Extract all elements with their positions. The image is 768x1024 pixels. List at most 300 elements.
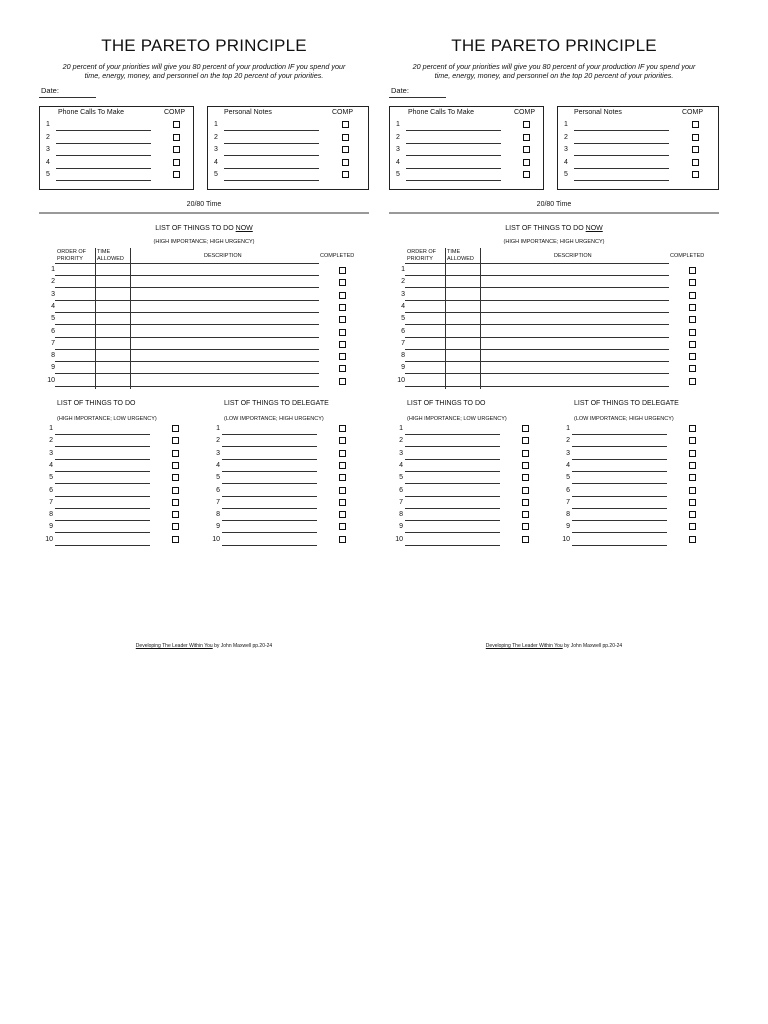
delegate-list-row (556, 449, 716, 461)
entry-line[interactable] (222, 520, 317, 521)
comp-checkbox[interactable] (523, 146, 530, 153)
table-row (39, 313, 369, 325)
completed-checkbox[interactable] (689, 316, 696, 323)
entry-line[interactable] (405, 446, 500, 447)
row-number: 3 (49, 449, 53, 457)
done-checkbox[interactable] (339, 523, 346, 530)
comp-checkbox[interactable] (173, 134, 180, 141)
todo-list-row (389, 473, 549, 485)
entry-line[interactable] (406, 155, 501, 156)
col-completed-header: COMPLETED (320, 253, 355, 259)
entry-line[interactable] (55, 545, 150, 546)
intro-line-1: 20 percent of your priorities will give you 80 percent of your production IF you spend your (412, 62, 696, 71)
table-row (389, 313, 719, 325)
delegate-list-title: LIST OF THINGS TO DELEGATE (574, 400, 679, 407)
personal-notes-box-row (208, 158, 368, 171)
row-line[interactable] (405, 386, 669, 387)
table-row (389, 301, 719, 313)
entry-line[interactable] (224, 143, 319, 144)
intro-line-1: 20 percent of your priorities will give you 80 percent of your production IF you spend your (62, 62, 346, 71)
row-number: 9 (216, 523, 220, 531)
intro-line-2: time, energy, money, and personnel on the top 20 percent of your priorities. (84, 71, 324, 80)
comp-checkbox[interactable] (342, 121, 349, 128)
delegate-list-row (206, 473, 366, 485)
row-number: 8 (216, 511, 220, 519)
done-checkbox[interactable] (339, 450, 346, 457)
entry-line[interactable] (222, 434, 317, 435)
now-list-subtitle: (HIGH IMPORTANCE; HIGH URGENCY) (153, 239, 255, 245)
todo-list-row (39, 510, 199, 522)
completed-checkbox[interactable] (689, 365, 696, 372)
todo-list-row (39, 473, 199, 485)
todo-list-row (389, 498, 549, 510)
table-row (389, 326, 719, 338)
row-line[interactable] (55, 386, 319, 387)
completed-checkbox[interactable] (689, 279, 696, 286)
time-label: 20/80 Time (186, 201, 222, 208)
delegate-list-subtitle: (LOW IMPORTANCE; HIGH URGENCY) (224, 416, 324, 422)
todo-list-row (389, 510, 549, 522)
col-order-header: ORDER OF PRIORITY (57, 249, 87, 262)
row-number: 4 (214, 158, 218, 166)
now-list-subtitle: (HIGH IMPORTANCE; HIGH URGENCY) (503, 239, 605, 245)
completed-checkbox[interactable] (339, 279, 346, 286)
done-checkbox[interactable] (339, 511, 346, 518)
todo-list-row (389, 461, 549, 473)
entry-line[interactable] (405, 508, 500, 509)
phone-calls-box-row (40, 158, 193, 171)
entry-line[interactable] (572, 508, 667, 509)
footer-citation (39, 643, 369, 649)
done-checkbox[interactable] (689, 523, 696, 530)
now-title-emphasis: NOW (585, 225, 603, 232)
phone-calls-box-header: Phone Calls To Make (408, 109, 475, 116)
todo-list-row (389, 436, 549, 448)
entry-line[interactable] (222, 532, 317, 533)
todo-list-row (39, 486, 199, 498)
done-checkbox[interactable] (339, 462, 346, 469)
completed-checkbox[interactable] (339, 329, 346, 336)
delegate-list-row (206, 522, 366, 534)
entry-line[interactable] (572, 520, 667, 521)
row-number: 2 (214, 133, 218, 141)
comp-checkbox[interactable] (173, 146, 180, 153)
table-row (389, 289, 719, 301)
done-checkbox[interactable] (689, 462, 696, 469)
completed-checkbox[interactable] (339, 365, 346, 372)
done-checkbox[interactable] (339, 499, 346, 506)
todo-list-row (39, 522, 199, 534)
entry-line[interactable] (222, 496, 317, 497)
citation-rest: by John Maxwell pp.20-24 (212, 643, 273, 649)
todo-list-title: LIST OF THINGS TO DO (407, 400, 486, 407)
entry-line[interactable] (55, 532, 150, 533)
phone-calls-box-row (390, 145, 543, 158)
entry-line[interactable] (572, 483, 667, 484)
done-checkbox[interactable] (172, 536, 179, 543)
entry-line[interactable] (222, 483, 317, 484)
done-checkbox[interactable] (689, 487, 696, 494)
now-title-text: LIST OF THINGS TO DO (505, 225, 584, 232)
comp-checkbox[interactable] (342, 159, 349, 166)
row-number: 6 (49, 486, 53, 494)
row-number: 4 (396, 158, 400, 166)
entry-line[interactable] (406, 168, 501, 169)
table-row (389, 276, 719, 288)
done-checkbox[interactable] (172, 523, 179, 530)
done-checkbox[interactable] (172, 511, 179, 518)
book-title: Developing The Leader Within You (485, 643, 563, 649)
delegate-list-subtitle: (LOW IMPORTANCE; HIGH URGENCY) (574, 416, 674, 422)
todo-list-row (39, 461, 199, 473)
entry-line[interactable] (405, 434, 500, 435)
row-number: 8 (399, 511, 403, 519)
phone-calls-box-row (390, 158, 543, 171)
row-number: 5 (49, 474, 53, 482)
completed-checkbox[interactable] (689, 353, 696, 360)
row-number: 4 (401, 302, 405, 310)
entry-line[interactable] (574, 180, 669, 181)
entry-line[interactable] (222, 545, 317, 546)
row-number: 2 (396, 133, 400, 141)
table-row (39, 301, 369, 313)
page-title: THE PARETO PRINCIPLE (101, 36, 307, 55)
done-checkbox[interactable] (172, 462, 179, 469)
comp-checkbox[interactable] (692, 134, 699, 141)
row-number: 2 (51, 278, 55, 286)
entry-line[interactable] (222, 508, 317, 509)
phone-calls-box-row (40, 170, 193, 183)
completed-checkbox[interactable] (689, 267, 696, 274)
table-row (39, 276, 369, 288)
date-field[interactable] (39, 97, 96, 98)
done-checkbox[interactable] (522, 499, 529, 506)
entry-line[interactable] (406, 143, 501, 144)
row-number: 4 (564, 158, 568, 166)
entry-line[interactable] (572, 532, 667, 533)
entry-line[interactable] (224, 155, 319, 156)
done-checkbox[interactable] (172, 425, 179, 432)
table-row (39, 264, 369, 276)
todo-list-row (389, 424, 549, 436)
delegate-list-row (206, 461, 366, 473)
phone-calls-box-row (390, 133, 543, 146)
col-completed-header: COMPLETED (670, 253, 705, 259)
delegate-list-row (556, 424, 716, 436)
personal-notes-box-comp-label: COMP (682, 109, 703, 116)
row-number: 3 (564, 146, 568, 153)
comp-checkbox[interactable] (342, 134, 349, 141)
entry-line[interactable] (55, 459, 150, 460)
done-checkbox[interactable] (522, 462, 529, 469)
delegate-list-row (556, 473, 716, 485)
done-checkbox[interactable] (339, 536, 346, 543)
personal-notes-box-row (558, 170, 718, 183)
personal-notes-box-header: Personal Notes (224, 109, 272, 116)
entry-line[interactable] (574, 130, 669, 131)
todo-list-row (389, 486, 549, 498)
entry-line[interactable] (56, 155, 151, 156)
row-number: 3 (399, 449, 403, 457)
phone-calls-box (389, 106, 544, 190)
completed-checkbox[interactable] (689, 304, 696, 311)
entry-line[interactable] (574, 155, 669, 156)
todo-list-subtitle: (HIGH IMPORTANCE; LOW URGENCY) (407, 416, 507, 422)
row-number: 5 (566, 474, 570, 482)
todo-list-row (39, 449, 199, 461)
entry-line[interactable] (572, 434, 667, 435)
done-checkbox[interactable] (339, 487, 346, 494)
comp-checkbox[interactable] (692, 146, 699, 153)
delegate-list-row (556, 510, 716, 522)
date-field[interactable] (389, 97, 446, 98)
entry-line[interactable] (572, 496, 667, 497)
row-number: 10 (45, 535, 53, 543)
citation-rest: by John Maxwell pp.20-24 (562, 643, 623, 649)
row-number: 1 (401, 266, 405, 273)
table-row (389, 350, 719, 362)
entry-line[interactable] (55, 496, 150, 497)
row-number: 9 (51, 364, 55, 372)
done-checkbox[interactable] (689, 450, 696, 457)
entry-line[interactable] (405, 532, 500, 533)
book-title: Developing The Leader Within You (135, 643, 213, 649)
entry-line[interactable] (55, 434, 150, 435)
done-checkbox[interactable] (172, 437, 179, 444)
completed-checkbox[interactable] (339, 304, 346, 311)
done-checkbox[interactable] (689, 437, 696, 444)
section-divider (389, 212, 719, 214)
entry-line[interactable] (55, 446, 150, 447)
delegate-list-row (206, 498, 366, 510)
table-row (39, 350, 369, 362)
entry-line[interactable] (224, 130, 319, 131)
planner-copy-left (39, 0, 369, 1024)
entry-line[interactable] (55, 508, 150, 509)
done-checkbox[interactable] (172, 474, 179, 481)
entry-line[interactable] (406, 130, 501, 131)
row-number: 6 (401, 327, 405, 335)
table-row (389, 375, 719, 387)
table-row (39, 326, 369, 338)
row-number: 3 (396, 146, 400, 153)
personal-notes-box-row (558, 145, 718, 158)
entry-line[interactable] (405, 520, 500, 521)
done-checkbox[interactable] (172, 450, 179, 457)
completed-checkbox[interactable] (339, 316, 346, 323)
table-row (389, 338, 719, 350)
col-time-header: TIME ALLOWED (97, 249, 124, 262)
completed-checkbox[interactable] (689, 292, 696, 299)
completed-checkbox[interactable] (689, 341, 696, 348)
comp-checkbox[interactable] (173, 121, 180, 128)
row-number: 5 (46, 171, 50, 178)
comp-checkbox[interactable] (692, 159, 699, 166)
delegate-list-row (556, 535, 716, 547)
intro-text (49, 62, 359, 80)
personal-notes-box (207, 106, 369, 190)
phone-calls-box-row (390, 170, 543, 183)
comp-checkbox[interactable] (523, 171, 530, 178)
entry-line[interactable] (405, 471, 500, 472)
delegate-list-row (556, 461, 716, 473)
todo-list-row (389, 535, 549, 547)
entry-line[interactable] (56, 168, 151, 169)
done-checkbox[interactable] (339, 437, 346, 444)
row-number: 5 (214, 171, 218, 178)
comp-checkbox[interactable] (523, 159, 530, 166)
entry-line[interactable] (405, 545, 500, 546)
row-number: 1 (214, 121, 218, 128)
row-number: 9 (401, 364, 405, 372)
done-checkbox[interactable] (689, 511, 696, 518)
row-number: 7 (399, 498, 403, 506)
row-number: 4 (46, 158, 50, 166)
completed-checkbox[interactable] (689, 378, 696, 385)
planner-copy-right (389, 0, 719, 1024)
done-checkbox[interactable] (339, 474, 346, 481)
entry-line[interactable] (574, 143, 669, 144)
entry-line[interactable] (405, 483, 500, 484)
done-checkbox[interactable] (689, 536, 696, 543)
date-label: Date: (391, 86, 409, 95)
delegate-list-row (206, 424, 366, 436)
entry-line[interactable] (55, 471, 150, 472)
comp-checkbox[interactable] (692, 171, 699, 178)
row-number: 5 (216, 474, 220, 482)
row-number: 8 (566, 511, 570, 519)
table-row (39, 289, 369, 301)
done-checkbox[interactable] (689, 425, 696, 432)
done-checkbox[interactable] (522, 425, 529, 432)
entry-line[interactable] (55, 483, 150, 484)
done-checkbox[interactable] (522, 511, 529, 518)
todo-list-subtitle: (HIGH IMPORTANCE; LOW URGENCY) (57, 416, 157, 422)
entry-line[interactable] (406, 180, 501, 181)
col-order-header: ORDER OF PRIORITY (407, 249, 437, 262)
delegate-list-row (206, 535, 366, 547)
completed-checkbox[interactable] (339, 267, 346, 274)
col-time-header: TIME ALLOWED (447, 249, 474, 262)
personal-notes-box-row (208, 120, 368, 133)
entry-line[interactable] (405, 459, 500, 460)
personal-notes-box-row (208, 145, 368, 158)
row-number: 7 (216, 498, 220, 506)
row-number: 7 (401, 339, 405, 347)
personal-notes-box-header: Personal Notes (574, 109, 622, 116)
done-checkbox[interactable] (522, 437, 529, 444)
delegate-list-row (556, 522, 716, 534)
row-number: 10 (562, 535, 570, 543)
entry-line[interactable] (222, 471, 317, 472)
intro-text (399, 62, 709, 80)
completed-checkbox[interactable] (339, 353, 346, 360)
entry-line[interactable] (572, 446, 667, 447)
entry-line[interactable] (572, 471, 667, 472)
comp-checkbox[interactable] (523, 134, 530, 141)
entry-line[interactable] (56, 180, 151, 181)
row-number: 9 (399, 523, 403, 531)
phone-calls-box (39, 106, 194, 190)
footer-citation (389, 643, 719, 649)
entry-line[interactable] (224, 180, 319, 181)
entry-line[interactable] (222, 459, 317, 460)
entry-line[interactable] (405, 496, 500, 497)
comp-checkbox[interactable] (342, 171, 349, 178)
now-title-text: LIST OF THINGS TO DO (155, 225, 234, 232)
time-label: 20/80 Time (536, 201, 572, 208)
done-checkbox[interactable] (522, 474, 529, 481)
comp-checkbox[interactable] (173, 171, 180, 178)
done-checkbox[interactable] (172, 499, 179, 506)
now-list-title (389, 225, 719, 232)
done-checkbox[interactable] (172, 487, 179, 494)
done-checkbox[interactable] (339, 425, 346, 432)
done-checkbox[interactable] (689, 474, 696, 481)
personal-notes-box-row (558, 158, 718, 171)
row-number: 5 (51, 315, 55, 323)
delegate-list-row (206, 510, 366, 522)
completed-checkbox[interactable] (689, 329, 696, 336)
page-title: THE PARETO PRINCIPLE (451, 36, 657, 55)
entry-line[interactable] (222, 446, 317, 447)
comp-checkbox[interactable] (173, 159, 180, 166)
done-checkbox[interactable] (522, 536, 529, 543)
comp-checkbox[interactable] (692, 121, 699, 128)
section-divider (39, 212, 369, 214)
entry-line[interactable] (572, 545, 667, 546)
todo-list-row (389, 522, 549, 534)
personal-notes-box-row (208, 170, 368, 183)
done-checkbox[interactable] (522, 523, 529, 530)
entry-line[interactable] (574, 168, 669, 169)
phone-calls-box-row (40, 145, 193, 158)
done-checkbox[interactable] (689, 499, 696, 506)
personal-notes-box (557, 106, 719, 190)
row-number: 9 (566, 523, 570, 531)
row-number: 7 (51, 339, 55, 347)
row-number: 8 (49, 511, 53, 519)
comp-checkbox[interactable] (342, 146, 349, 153)
delegate-list-row (206, 436, 366, 448)
entry-line[interactable] (572, 459, 667, 460)
entry-line[interactable] (55, 520, 150, 521)
completed-checkbox[interactable] (339, 292, 346, 299)
completed-checkbox[interactable] (339, 341, 346, 348)
comp-checkbox[interactable] (523, 121, 530, 128)
entry-line[interactable] (224, 168, 319, 169)
row-number: 1 (216, 425, 220, 432)
col-description-header: DESCRIPTION (554, 253, 592, 259)
phone-calls-box-row (40, 120, 193, 133)
row-number: 10 (212, 535, 220, 543)
now-title-emphasis: NOW (235, 225, 253, 232)
completed-checkbox[interactable] (339, 378, 346, 385)
entry-line[interactable] (56, 143, 151, 144)
row-number: 1 (566, 425, 570, 432)
row-number: 2 (566, 437, 570, 445)
now-table (47, 263, 319, 389)
delegate-list-row (556, 436, 716, 448)
row-number: 1 (49, 425, 53, 432)
done-checkbox[interactable] (522, 450, 529, 457)
row-number: 1 (51, 266, 55, 273)
row-number: 4 (216, 461, 220, 469)
entry-line[interactable] (56, 130, 151, 131)
done-checkbox[interactable] (522, 487, 529, 494)
intro-line-2: time, energy, money, and personnel on the top 20 percent of your priorities. (434, 71, 674, 80)
delegate-list-title: LIST OF THINGS TO DELEGATE (224, 400, 329, 407)
